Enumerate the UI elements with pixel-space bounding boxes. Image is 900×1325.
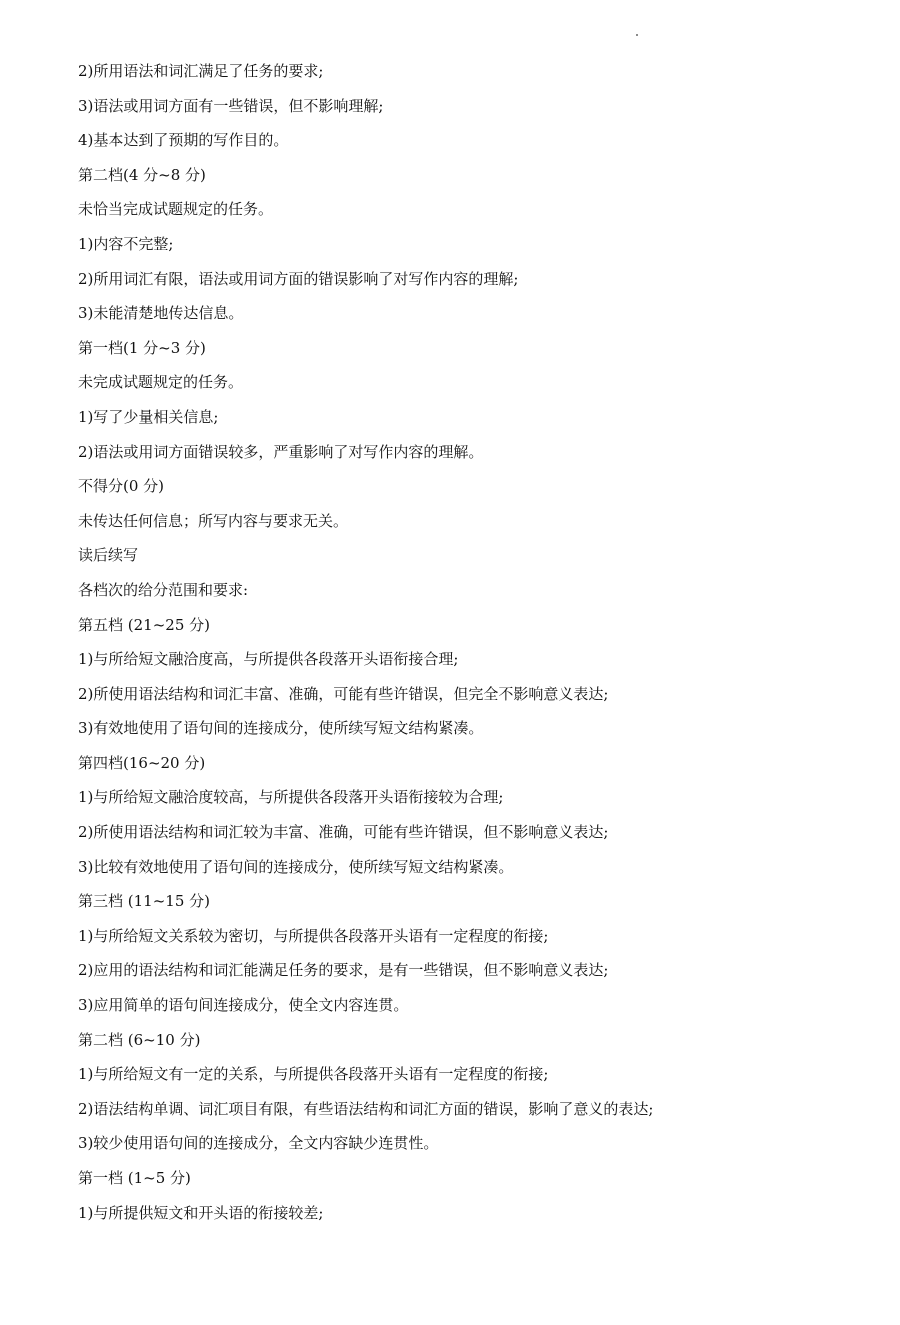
section-heading: 第二档(4 分~8 分) — [78, 165, 206, 184]
text-line: 2)所使用语法结构和词汇丰富、准确，可能有些许错误，但完全不影响意义表达; — [78, 684, 609, 703]
text-line: 2)所用词汇有限，语法或用词方面的错误影响了对写作内容的理解; — [78, 269, 519, 288]
text-line: 4)基本达到了预期的写作目的。 — [78, 131, 289, 150]
section-title: 读后续写 — [78, 546, 139, 565]
text-line: 1)写了少量相关信息; — [78, 407, 219, 426]
text-line: 3)未能清楚地传达信息。 — [78, 304, 244, 323]
text-line: 1)与所给短文融洽度较高，与所提供各段落开头语衔接较为合理; — [78, 788, 504, 807]
text-line: 未传达任何信息；所写内容与要求无关。 — [78, 511, 349, 530]
text-line: 3)比较有效地使用了语句间的连接成分，使所续写短文结构紧凑。 — [78, 857, 514, 876]
section-heading: 第四档(16~20 分) — [78, 753, 206, 772]
text-line: 1)内容不完整; — [78, 234, 174, 253]
text-line: 2)所用语法和词汇满足了任务的要求; — [78, 62, 324, 80]
section-heading: 不得分(0 分) — [78, 477, 165, 496]
text-line: 2)语法结构单调、词汇项目有限，有些语法结构和词汇方面的错误，影响了意义的表达; — [78, 1099, 654, 1118]
document-body — [78, 54, 860, 1230]
text-line: 3)较少使用语句间的连接成分，全文内容缺少连贯性。 — [78, 1134, 439, 1153]
section-heading: 第三档 (11~15 分) — [78, 892, 210, 911]
text-line: 3)语法或用词方面有一些错误，但不影响理解; — [78, 96, 384, 115]
section-heading: 第五档 (21~25 分) — [78, 615, 210, 634]
text-line: 2)应用的语法结构和词汇能满足任务的要求，是有一些错误，但不影响意义表达; — [78, 961, 609, 980]
section-heading: 第二档 (6~10 分) — [78, 1030, 201, 1049]
text-line: 3)应用简单的语句间连接成分，使全文内容连贯。 — [78, 996, 409, 1015]
text-line: 1)与所给短文有一定的关系，与所提供各段落开头语有一定程度的衔接; — [78, 1065, 549, 1084]
section-heading: 第一档 (1~5 分) — [78, 1169, 191, 1187]
text-line: 1)与所给短文融洽度高，与所提供各段落开头语衔接合理; — [78, 650, 459, 669]
text-line: 1)与所提供短文和开头语的衔接较差; — [78, 1203, 324, 1222]
text-line: 各档次的给分范围和要求: — [78, 580, 249, 599]
text-line: 未完成试题规定的任务。 — [78, 373, 244, 392]
text-line: 1)与所给短文关系较为密切，与所提供各段落开头语有一定程度的衔接; — [78, 926, 549, 945]
section-heading: 第一档(1 分~3 分) — [78, 338, 206, 357]
text-line: 未恰当完成试题规定的任务。 — [78, 200, 274, 219]
text-line: 2)语法或用词方面错误较多，严重影响了对写作内容的理解。 — [78, 442, 484, 461]
text-line: 3)有效地使用了语句间的连接成分，使所续写短文结构紧凑。 — [78, 719, 484, 738]
scan-speck — [636, 34, 638, 36]
text-line: 2)所使用语法结构和词汇较为丰富、准确，可能有些许错误，但不影响意义表达; — [78, 823, 609, 842]
